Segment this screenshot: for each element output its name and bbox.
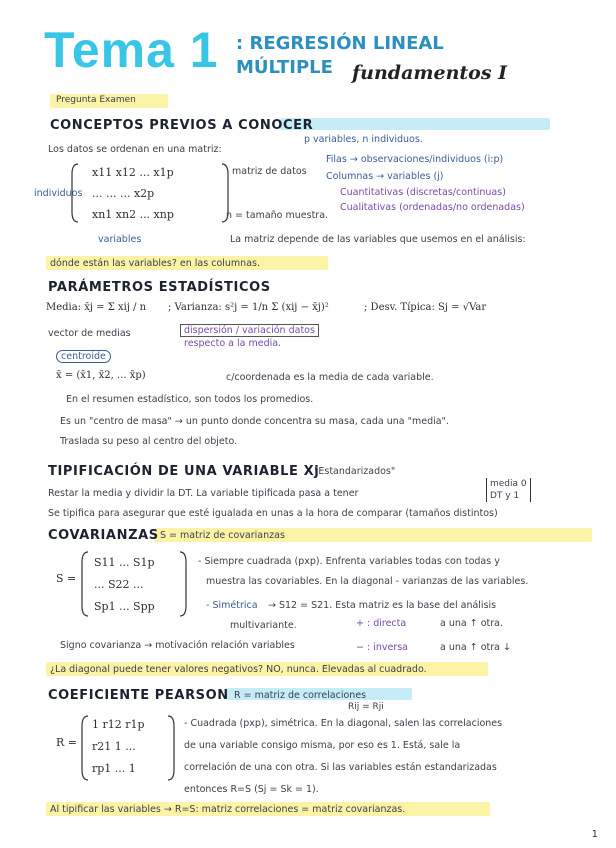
- signo-plus-desc: a una ↑ otra.: [440, 618, 503, 629]
- title-subtitle-2: MÚLTIPLE: [236, 57, 333, 78]
- section-heading-parametros: PARÁMETROS ESTADÍSTICOS: [48, 280, 271, 295]
- covarianzas-bullet4: multivariante.: [230, 620, 297, 631]
- signo-minus-desc: a una ↑ otra ↓: [440, 642, 511, 653]
- matrix-r-row2: r21 1 ...: [92, 740, 136, 753]
- filas-note: Filas → observaciones/individuos (i:p): [326, 154, 504, 165]
- centroide-label: centroide: [56, 350, 111, 363]
- cualitativas-note: Cualitativas (ordenadas/no ordenadas): [340, 202, 525, 213]
- pearson-bullet3: correlación de una con otra. Si las variables están estandarizadas: [184, 762, 497, 773]
- matrix-s-label: S =: [56, 572, 77, 585]
- matrix-x-row3: xn1 xn2 ... xnp: [92, 208, 174, 221]
- centroide-vector: x̄ = (x̄1, x̄2, ... x̄p): [56, 370, 146, 381]
- matrix-label: matriz de datos: [232, 166, 307, 177]
- media0-dt1: media 0 DT y 1: [486, 478, 531, 502]
- estandarizados-note: "Estandarizados": [314, 466, 396, 477]
- section-heading-pearson: COEFICIENTE PEARSON: [48, 688, 229, 703]
- dispersion-note: dispersión / variación datos: [180, 324, 319, 337]
- label-individuos: individuos: [34, 188, 83, 199]
- pearson-bullet4: entonces R=S (Sj = Sk = 1).: [184, 784, 319, 795]
- matrix-r-row3: rp1 ... 1: [92, 762, 136, 775]
- section-heading-tipificacion: TIPIFICACIÓN DE UNA VARIABLE Xj: [48, 464, 320, 479]
- matrix-r-label: R =: [56, 736, 77, 749]
- pearson-bullet1: - Cuadrada (pxp), simétrica. En la diagonal, salen las correlaciones: [184, 718, 503, 729]
- conceptos-line1: Los datos se ordenan en una matriz:: [48, 144, 222, 155]
- signo-covarianza: Signo covarianza → motivación relación variables: [60, 640, 295, 651]
- traslada-note: Traslada su peso al centro del objeto.: [60, 436, 238, 447]
- covarianzas-simetrica: - Simétrica: [206, 600, 258, 611]
- title-subtitle-1: : REGRESIÓN LINEAL: [236, 33, 444, 54]
- covarianzas-s-note: S = matriz de covarianzas: [160, 530, 285, 541]
- donde-variables-note: dónde están las variables? en las columnas.: [50, 258, 260, 269]
- tipificacion-line2: Se tipifica para asegurar que esté igualada en unas a la hora de comparar (tamaños distintos): [48, 508, 498, 519]
- formula-media: Media: x̄j = Σ xij / n: [46, 302, 147, 313]
- signo-plus: + : directa: [356, 618, 407, 629]
- matrix-x-row1: x11 x12 ... x1p: [92, 166, 174, 179]
- matrix-r-row1: 1 r12 r1p: [92, 718, 145, 731]
- matrix-s-row2: ... S22 ...: [94, 578, 144, 591]
- signo-minus: − : inversa: [356, 642, 409, 653]
- section-heading-conceptos: CONCEPTOS PREVIOS A CONOCER: [50, 118, 314, 133]
- columnas-note: Columnas → variables (j): [326, 171, 444, 182]
- cuantitativas-note: Cuantitativas (discretas/continuas): [340, 187, 506, 198]
- matrix-depends-note: La matriz depende de las variables que usemos en el análisis:: [230, 234, 526, 245]
- diagonal-negativos-note: ¿La diagonal puede tener valores negativos? NO, nunca. Elevadas al cuadrado.: [50, 664, 427, 675]
- pearson-r-note: R = matriz de correlaciones: [234, 690, 367, 701]
- centro-masa-note: Es un "centro de masa" → un punto donde concentra su masa, cada una "media".: [60, 416, 449, 427]
- section-heading-covarianzas: COVARIANZAS: [48, 528, 159, 543]
- covarianzas-bullet3: → S12 = S21. Esta matriz es la base del análisis: [268, 600, 497, 611]
- page-title: Tema 1: [44, 22, 219, 78]
- covarianzas-bullet2: muestra las covariables. En la diagonal - varianzas de las variables.: [206, 576, 529, 587]
- tipificacion-line1: Restar la media y dividir la DT. La variable tipificada pasa a tener: [48, 488, 359, 499]
- formula-varianza: ; Varianza: s²j = 1/n Σ (xij − x̄j)²: [168, 302, 329, 313]
- conceptos-p-note: p variables, n individuos.: [304, 134, 423, 145]
- centroide-desc: c/coordenada es la media de cada variable.: [226, 372, 434, 383]
- label-variables: variables: [98, 234, 142, 245]
- formula-desv-tipica: ; Desv. Típica: Sj = √Var: [364, 302, 487, 313]
- matrix-s-row3: Sp1 ... Spp: [94, 600, 155, 613]
- pearson-rij-note: Rij = Rji: [348, 702, 384, 712]
- covarianzas-bullet1: - Siempre cuadrada (pxp). Enfrenta variables todas con todas y: [198, 556, 500, 567]
- title-subtitle-3: fundamentos I: [352, 62, 508, 84]
- sample-size-note: n = tamaño muestra.: [226, 210, 329, 221]
- matrix-x-row2: ... ... ... x2p: [92, 187, 155, 200]
- respecto-media-note: respecto a la media.: [184, 338, 282, 349]
- pearson-bullet2: de una variable consigo misma, por eso es 1. Está, sale la: [184, 740, 461, 751]
- vector-medias-note: vector de medias: [48, 328, 131, 339]
- resumen-note: En el resumen estadístico, son todos los promedios.: [66, 394, 314, 405]
- matrix-s-row1: S11 ... S1p: [94, 556, 155, 569]
- page-number: 1: [591, 829, 598, 840]
- exam-note: Pregunta Examen: [56, 95, 136, 105]
- tipificar-note: Al tipificar las variables → R=S: matriz correlaciones = matriz covarianzas.: [50, 804, 406, 815]
